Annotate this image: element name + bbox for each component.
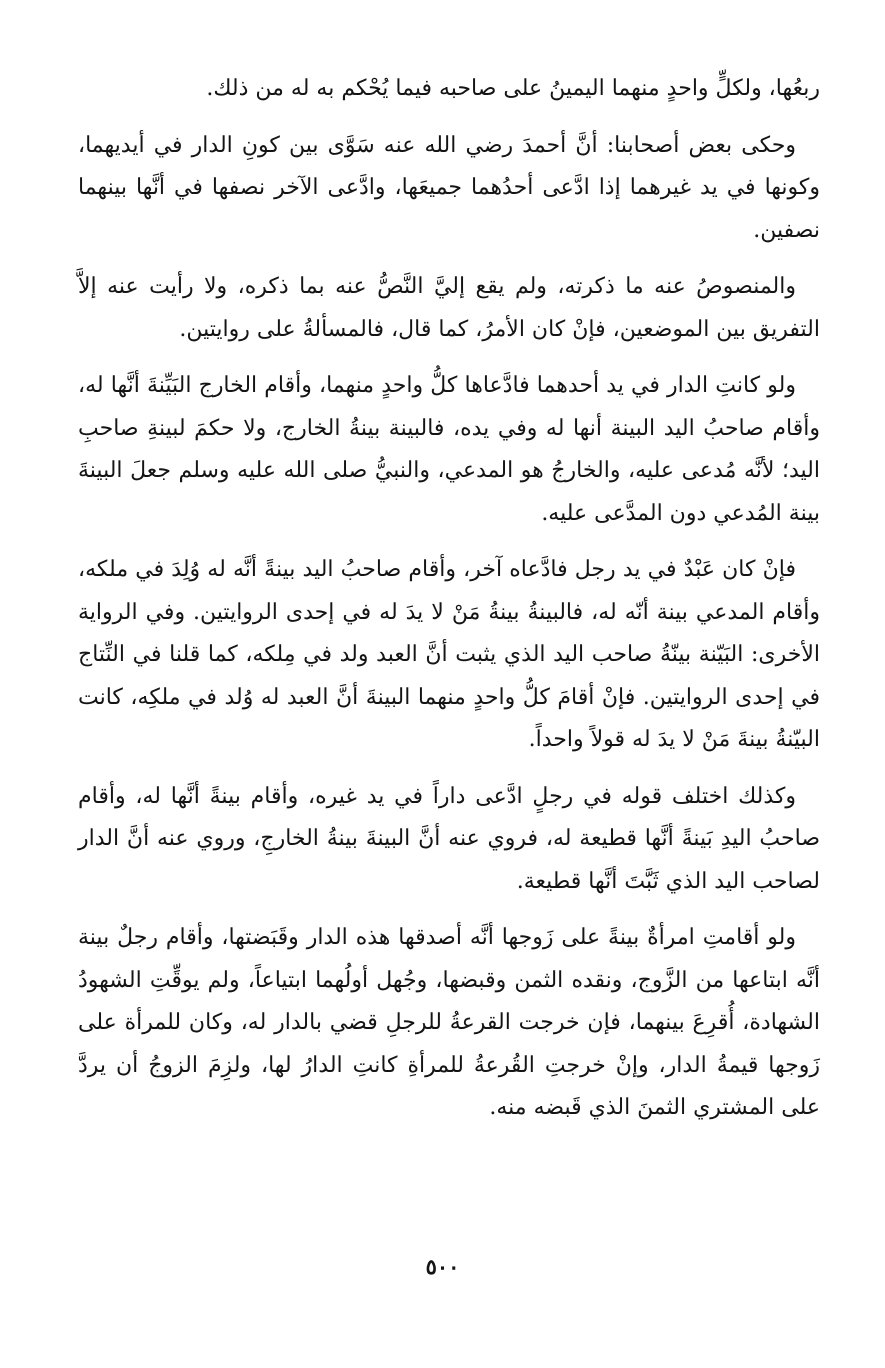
paragraph-1: ربعُها، ولكلٍّ واحدٍ منهما اليمينُ على صاحبه فيما يُحْكم به له من ذلك. [206,76,820,101]
paragraph-3: والمنصوصُ عنه ما ذكرته، ولم يقع إليَّ النَّصُّ عنه بما ذكره، ولا رأيت عنه إلاَّ التفريق بين الموضعين، فإنْ كان الأمرُ، كما قال، فالمسألةُ على روايتين. [78,274,820,342]
paragraph-6: وكذلك اختلف قوله في رجلٍ ادَّعى داراً في يد غيره، وأقام بينةً أنَّها له، وأقام صاحبُ اليدِ بَينةً أنَّها قطيعة له، فروي عنه أنَّ البينةَ بينةُ الخارجِ، وروي عنه أنَّ الدار لصاحب اليد الذي ثَبَّتَ أنَّها قطيعة. [78,783,820,894]
paragraph-2: وحكى بعض أصحابنا: أنَّ أحمدَ رضي الله عنه سَوَّى بين كونِ الدار في أيديهما، وكونها في يد غيرهما إذا ادَّعى أحدُهما جميعَها، وادَّعى الآخر نصفها في أنَّها بينهما نصفين. [78,132,820,243]
paragraph-4: ولو كانتِ الدار في يد أحدهما فادَّعاها كلُّ واحدٍ منهما، وأقام الخارج البَيِّنةَ أنَّها له، وأقام صاحبُ اليد البينة أنها له وفي يده، فالبينة بينةُ الخارج، ولا حكمَ لبينةِ صاحبِ اليد؛ لأنَّه مُدعى عليه، والخارجُ هو المدعي، والنبيُّ صلى الله عليه وسلم جعلَ البينةَ بينة المُدعي دون المدَّعى عليه. [78,373,820,526]
body-text [78,68,820,1144]
page-number: ٥٠٠ [425,1254,460,1279]
paragraph-5: فإنْ كان عَبْدٌ في يد رجل فادَّعاه آخر، وأقام صاحبُ اليد بينةً أنَّه له وُلِدَ في ملكه، وأقام المدعي بينة أنّه له، فالبينةُ بينةُ مَنْ لا يدَ له في إحدى الروايتين. وفي الرواية الأخرى: البَيّنة بينّةُ صاحب اليد الذي يثبت أنَّ العبد ولد في مِلكه، كما قلنا في النِّتاج في إحدى الروايتين. فإنْ أقامَ كلُّ واحدٍ منهما البينةَ أنَّ العبد له وُلد في ملكِه، كانت البيّنةُ بينةَ مَنْ لا يدَ له قولاً واحداً. [78,557,820,752]
paragraph-7: ولو أقامتِ امرأةٌ بينةً على زَوجها أنَّه أصدقها هذه الدار وقَبَضتها، وأقام رجلٌ بينة أنَّه ابتاعها من الزَّوج، ونقده الثمن وقبضها، وجُهل أولُهما ابتياعاً، ولم يوقِّتِ الشهودُ الشهادة، أُقرِعَ بينهما، فإن خرجت القرعةُ للرجلِ قضي بالدار له، وكان للمرأة على زَوجها قيمةُ الدار، وإنْ خرجتِ القُرعةُ للمرأةِ كانتِ الدارُ لها، ولزِمَ الزوجُ أن يردَّ على المشتري الثمنَ الذي قَبضه منه. [78,925,820,1120]
